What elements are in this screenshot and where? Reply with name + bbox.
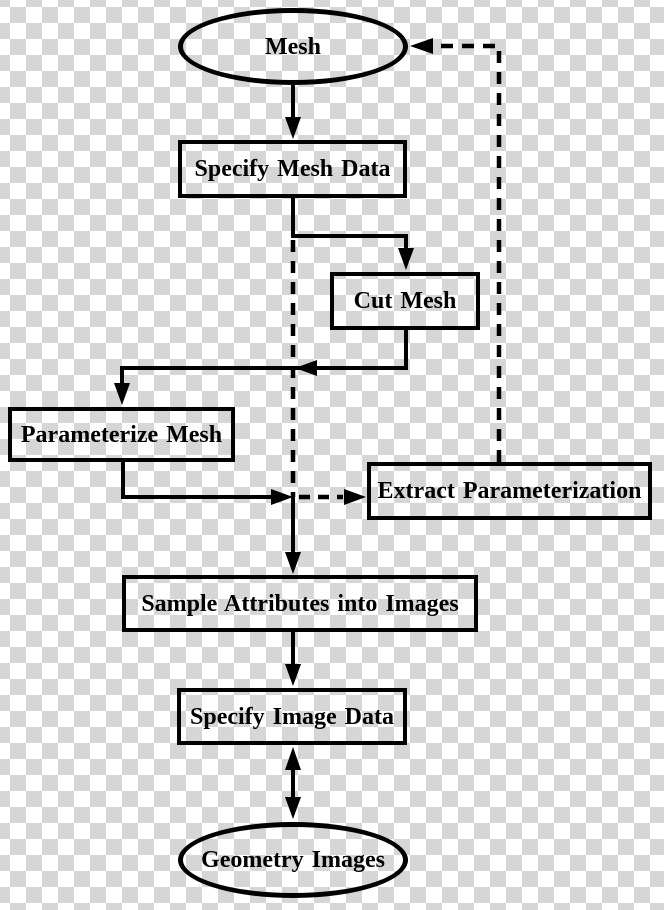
arrowhead-up-into-specify-image-data [285,747,301,770]
edge-cut-mesh-to-parameterize-mesh [122,330,406,385]
node-cut-mesh-label: Cut Mesh [353,288,457,314]
arrowhead-into-mesh [410,38,433,54]
arrowhead-into-parameterize-mesh [114,383,130,405]
edge-dashed-feedback-to-mesh [433,46,499,462]
arrowhead-into-specify-mesh-data [285,117,301,139]
node-specify-image-data-label: Specify Image Data [190,703,394,730]
arrowhead-at-junction [271,489,293,505]
arrowhead-into-sample-attributes [285,552,301,574]
arrowhead-mid-left [295,360,317,376]
node-mesh [178,8,408,85]
node-extract-parameterization [367,462,652,520]
node-sample-attributes [122,575,478,632]
arrowhead-down-into-geometry-images [285,797,301,819]
node-sample-attributes-label: Sample Attributes into Images [141,590,459,617]
edge-parameterize-mesh-to-junction [123,462,272,497]
node-geometry-images-label: Geometry Images [201,847,385,873]
node-specify-mesh-data [178,140,407,198]
arrowhead-into-specify-image-data [285,664,301,686]
node-cut-mesh [330,272,480,330]
edge-specify-mesh-data-to-cut-mesh [293,198,406,250]
node-specify-image-data [177,688,407,745]
node-parameterize-mesh [8,407,235,462]
node-extract-parameterization-label: Extract Parameterization [377,478,642,504]
arrowhead-into-extract-parameterization [344,489,366,505]
arrowhead-into-cut-mesh [398,248,414,270]
node-specify-mesh-data-label: Specify Mesh Data [194,156,391,182]
node-mesh-label: Mesh [265,33,321,60]
node-parameterize-mesh-label: Parameterize Mesh [20,421,223,448]
node-geometry-images [178,822,408,898]
